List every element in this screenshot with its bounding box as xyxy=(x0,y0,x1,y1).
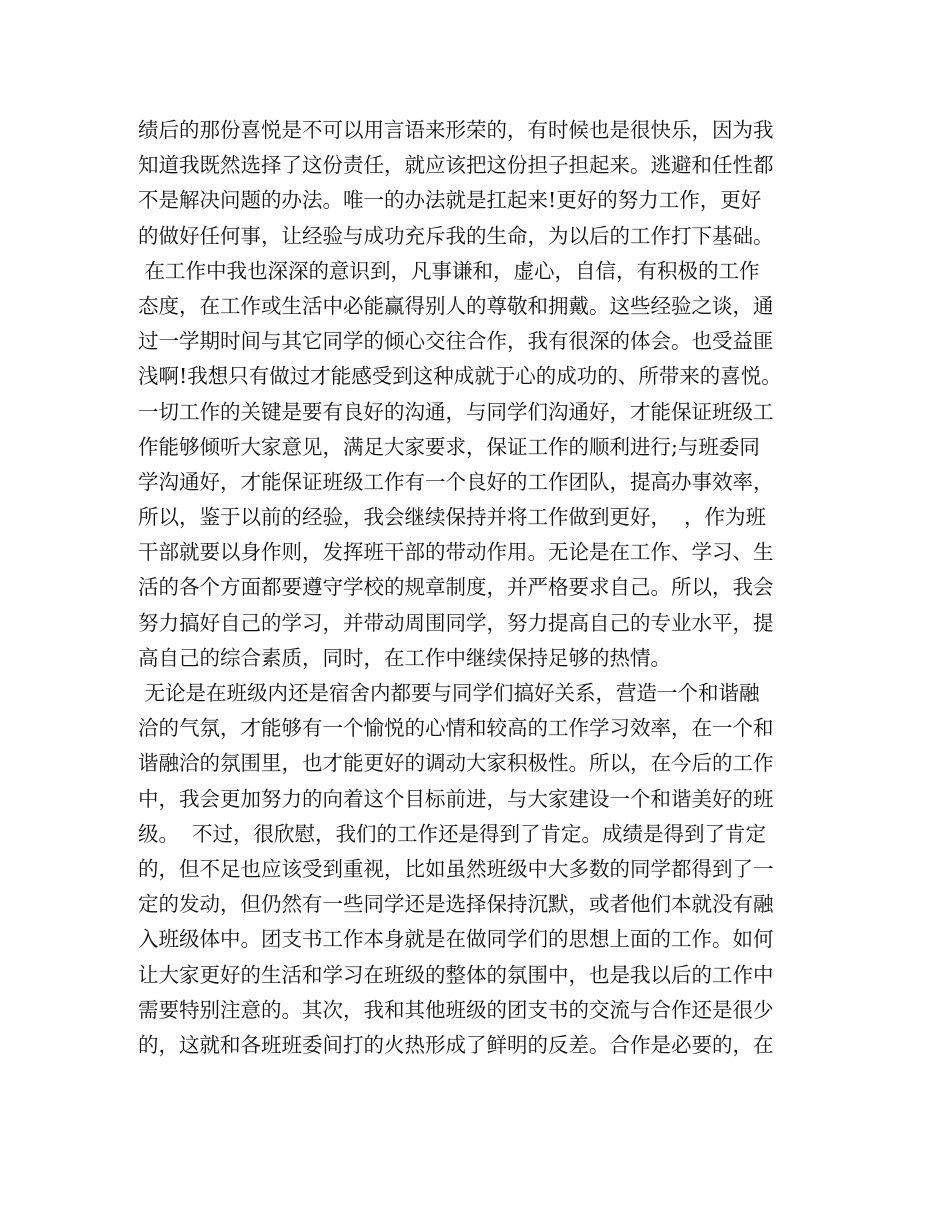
text-line: 所以，鉴于以前的经验，我会继续保持并将工作做到更好， ，作为班 xyxy=(138,505,767,530)
text-line: 努力搞好自己的学习，并带动周围同学，努力提高自己的专业水平，提 xyxy=(138,610,774,635)
text-line: 绩后的那份喜悦是不可以用言语来形荣的，有时候也是很快乐，因为我 xyxy=(138,118,774,142)
text-line: 过一学期时间与其它同学的倾心交往合作，我有很深的体会。也受益匪 xyxy=(138,329,774,354)
text-line: 在工作中我也深深的意识到，凡事谦和，虚心，自信，有积极的工作 xyxy=(138,258,760,283)
text-line: 入班级体中。团支书工作本身就是在做同学们的思想上面的工作。如何 xyxy=(138,927,774,952)
body-text xyxy=(138,113,828,1063)
text-line: 学沟通好，才能保证班级工作有一个良好的工作团队，提高办事效率， xyxy=(138,469,774,494)
text-line: 态度，在工作或生活中必能赢得别人的尊敬和拥戴。这些经验之谈，通 xyxy=(138,293,774,318)
text-line: 级。 不过，很欣慰，我们的工作还是得到了肯定。成绩是得到了肯定 xyxy=(138,821,767,846)
text-line: 洽的气氛，才能够有一个愉悦的心情和较高的工作学习效率，在一个和 xyxy=(138,716,774,741)
text-line: 让大家更好的生活和学习在班级的整体的氛围中，也是我以后的工作中 xyxy=(138,962,774,987)
text-line: 的做好任何事，让经验与成功充斥我的生命，为以后的工作打下基础。 xyxy=(138,223,774,248)
text-line: 需要特别注意的。其次，我和其他班级的团支书的交流与合作还是很少 xyxy=(138,997,774,1022)
text-line: 定的发动，但仍然有一些同学还是选择保持沉默，或者他们本就没有融 xyxy=(138,892,774,917)
text-line: 谐融洽的氛围里，也才能更好的调动大家积极性。所以，在今后的工作 xyxy=(138,751,774,776)
text-line: 知道我既然选择了这份责任，就应该把这份担子担起来。逃避和任性都 xyxy=(138,153,774,178)
text-line: 的，但不足也应该受到重视，比如虽然班级中大多数的同学都得到了一 xyxy=(138,856,774,881)
text-line: 浅啊!我想只有做过才能感受到这种成就于心的成功的、所带来的喜悦。 xyxy=(138,364,782,389)
text-line: 活的各个方面都要遵守学校的规章制度，并严格要求自己。所以，我会 xyxy=(138,575,774,600)
text-line: 中，我会更加努力的向着这个目标前进，与大家建设一个和谐美好的班 xyxy=(138,786,774,811)
text-line: 作能够倾听大家意见，满足大家要求，保证工作的顺利进行;与班委同 xyxy=(138,434,760,459)
text-line: 的，这就和各班班委间打的火热形成了鲜明的反差。合作是必要的，在 xyxy=(138,1032,774,1057)
text-line: 高自己的综合素质，同时，在工作中继续保持足够的热情。 xyxy=(138,645,671,670)
text-line: 一切工作的关键是要有良好的沟通，与同学们沟通好，才能保证班级工 xyxy=(138,399,774,424)
text-line: 干部就要以身作则，发挥班干部的带动作用。无论是在工作、学习、生 xyxy=(138,540,774,565)
text-line: 无论是在班级内还是宿舍内都要与同学们搞好关系，营造一个和谐融 xyxy=(138,681,760,705)
text-line: 不是解决问题的办法。唯一的办法就是扛起来!更好的努力工作，更好 xyxy=(138,188,762,213)
